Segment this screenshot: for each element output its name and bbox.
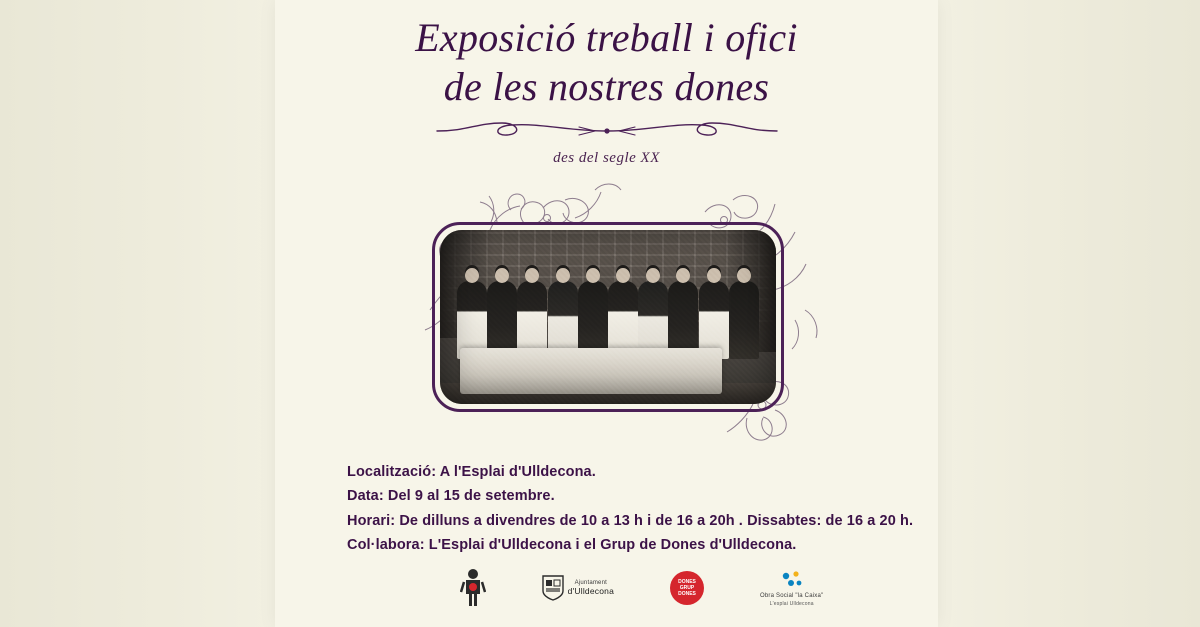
vintage-photo [440, 230, 776, 404]
illustration-area [275, 170, 938, 450]
page-subtitle: des del segle XX [553, 149, 660, 166]
dones-badge-icon: DONES GRUP DONES [670, 571, 704, 605]
info-line-data: Data: Del 9 al 15 de setembre. [347, 488, 555, 505]
info-line-collabora: Col·labora: L'Esplai d'Ulldecona i el Grup de Dones d'Ulldecona. [347, 537, 797, 554]
caixa-caption: Obra Social "la Caixa" [760, 593, 824, 599]
ajuntament-name: d'Ulldecona [567, 586, 614, 596]
esplai-figure-icon [460, 568, 486, 608]
obra-social-la-caixa-logo [760, 569, 823, 607]
dones-rurals-logo [670, 571, 704, 605]
page-title-line-2: de les nostres dones [443, 63, 770, 109]
esplai-logo [460, 568, 486, 608]
logo-strip [275, 559, 938, 617]
info-line-horari: Horari: De dilluns a divendres de 10 a 13 h i de 16 a 20h . Dissabtes: de 16 a 20 h. [347, 512, 914, 529]
photo-frame [432, 222, 784, 412]
title-block [275, 14, 938, 167]
flourish-icon [407, 118, 807, 144]
caixa-star-icon [779, 569, 805, 591]
page-title-line-1: Exposició treball i ofici [415, 15, 798, 60]
info-line-localitzacio: Localització: A l'Esplai d'Ulldecona. [347, 464, 596, 480]
poster-canvas [275, 0, 938, 627]
shield-icon [542, 575, 564, 601]
ornamental-divider [407, 118, 807, 144]
ajuntament-caption: Ajuntament [574, 580, 607, 586]
background-band-right [938, 0, 1200, 627]
ajuntament-ulldecona-logo [542, 575, 614, 601]
background-band-left [0, 0, 275, 627]
caixa-subcaption: L'esplai Ulldecona [769, 601, 814, 607]
info-block [347, 460, 914, 557]
